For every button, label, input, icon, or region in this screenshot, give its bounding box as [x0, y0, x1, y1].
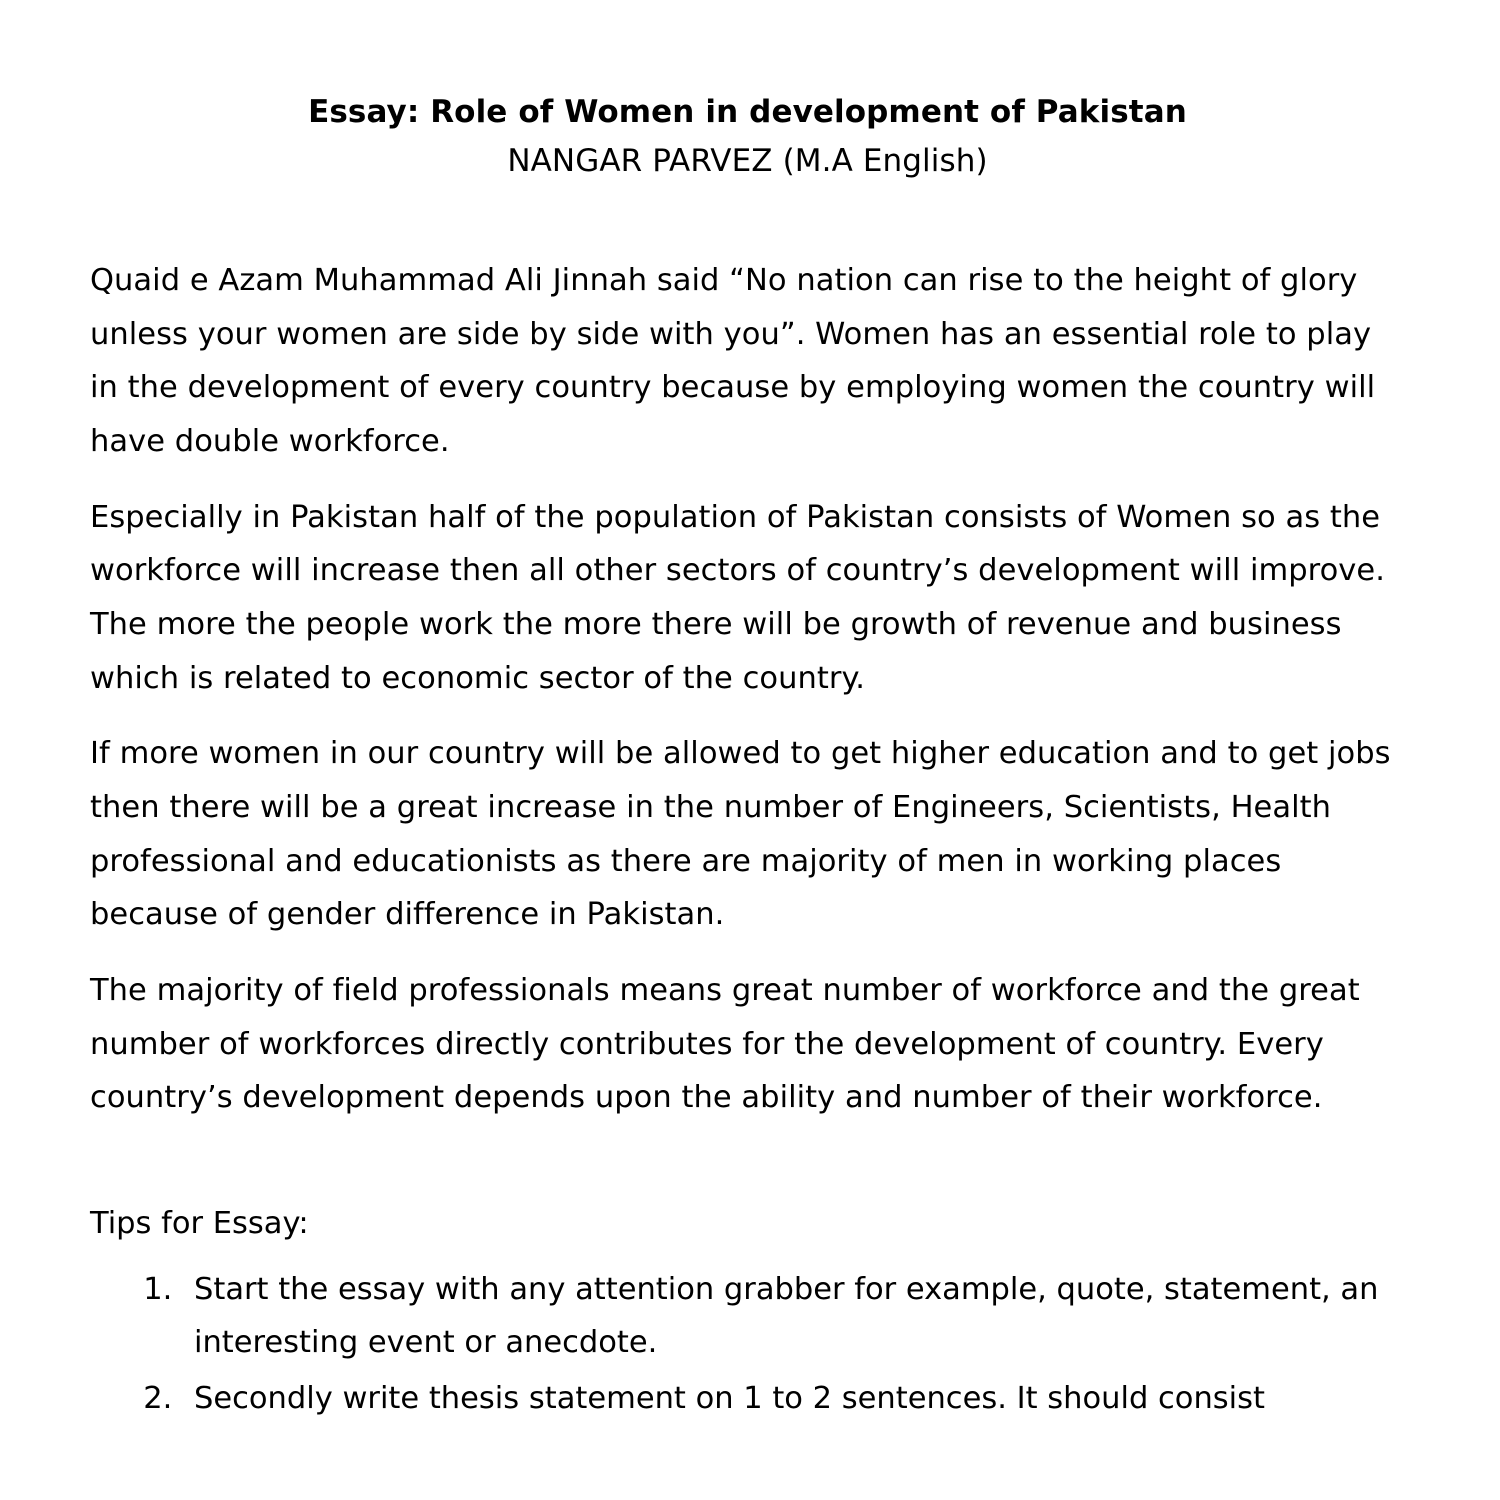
- page-title: [90, 88, 1405, 186]
- title-line-1: Essay: Role of Women in development of Pakistan: [308, 94, 1187, 130]
- paragraph: Quaid e Azam Muhammad Ali Jinnah said “No nation can rise to the height of glory unless your women are side by side with you”. Women has an essential role to play in the development of every country because by employing women the country will have double workforce.: [90, 262, 1376, 459]
- tips-heading: Tips for Essay:: [90, 1206, 309, 1242]
- paragraph: If more women in our country will be allowed to get higher education and to get jobs then there will be a great increase in the number of Engineers, Scientists, Health professional and educationists as there are majority of men in working places because of gender difference in Pakistan.: [90, 736, 1391, 933]
- essay-body: [90, 254, 1405, 1125]
- title-line-2: NANGAR PARVEZ (M.A English): [507, 142, 988, 179]
- paragraph: Especially in Pakistan half of the population of Pakistan consists of Women so as the workforce will increase then all other sectors of country’s development will improve. The more the people work the more there will be growth of revenue and business which is related to economic sector of the country.: [90, 499, 1385, 696]
- paragraph: The majority of field professionals means great number of workforce and the great number of workforces directly contributes for the development of country. Every country’s development depends upon the ability and number of their workforce.: [90, 973, 1360, 1116]
- list-item: 2. Secondly write thesis statement on 1 to 2 sentences. It should consist: [182, 1372, 1405, 1426]
- list-item: 1. Start the essay with any attention grabber for example, quote, statement, an interesting event or anecdote.: [182, 1263, 1405, 1370]
- tips-list: [90, 1263, 1405, 1426]
